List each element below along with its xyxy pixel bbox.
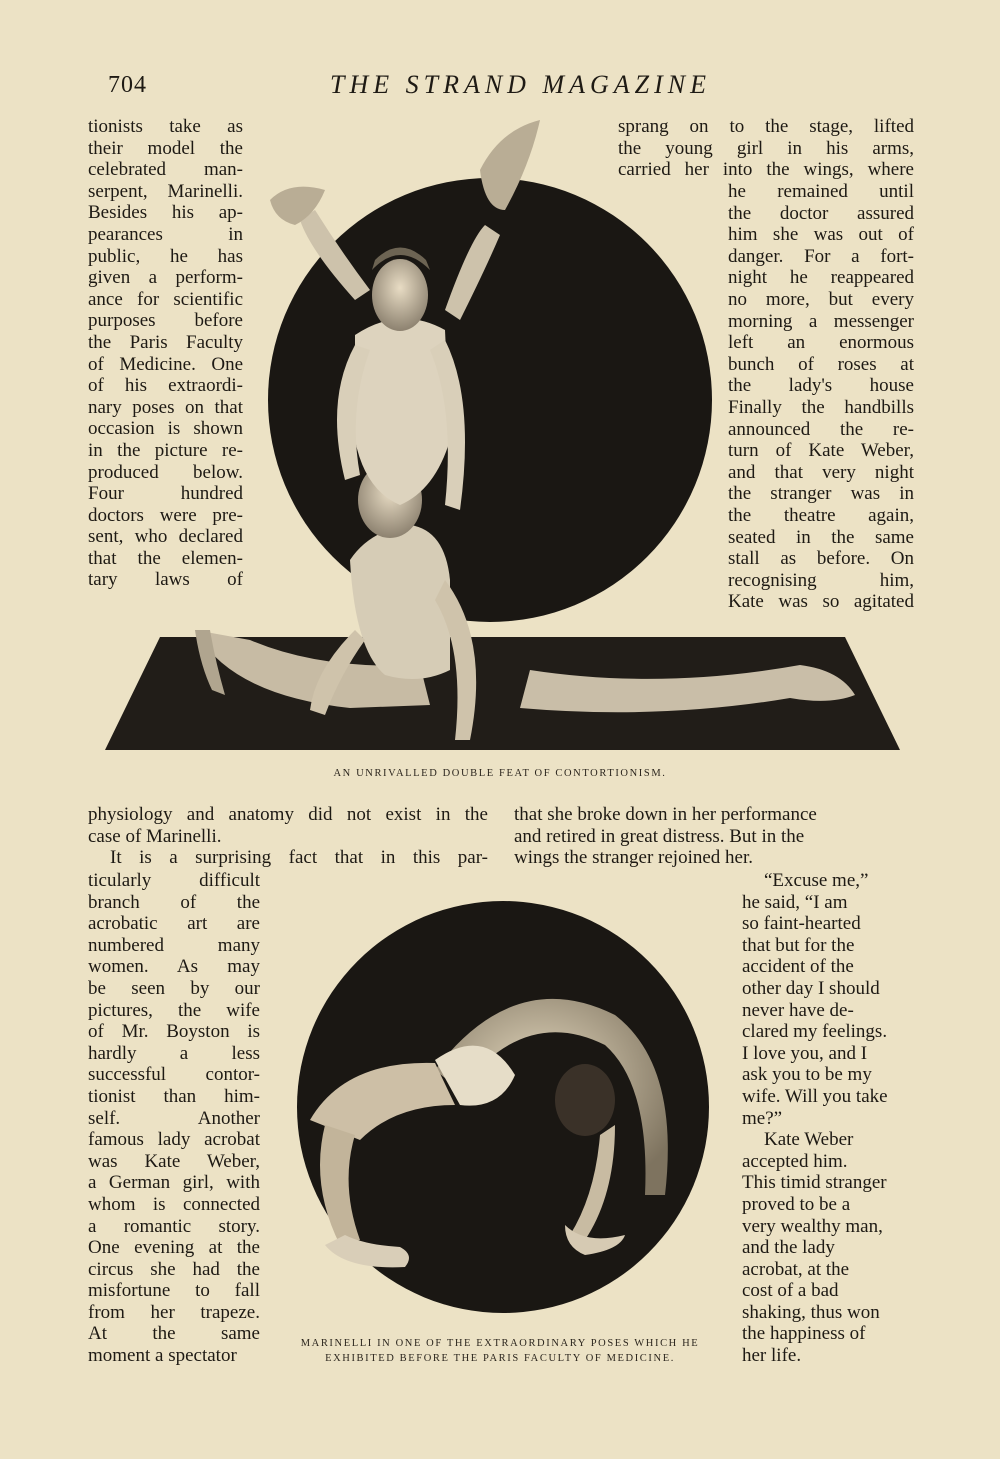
upper-right-text-line: the lady's house xyxy=(728,375,914,397)
upper-left-text-line: purposes before xyxy=(88,310,243,332)
upper-left-text-line: given a perform- xyxy=(88,267,243,289)
upper-right-text-line: the theatre again, xyxy=(728,504,914,526)
lower-left-wide-text-line: physiology and anatomy did not exist in the xyxy=(88,804,488,825)
lower-right-wide-lines xyxy=(514,804,916,869)
upper-right-text-line: stall as before. On xyxy=(728,548,914,570)
lower-left-wide-text-line: case of Marinelli. xyxy=(88,825,222,847)
upper-left-text-line: occasion is shown xyxy=(88,418,243,440)
figure-caption-2 xyxy=(270,1336,730,1366)
upper-left-text-line: serpent, Marinelli. xyxy=(88,180,243,202)
lower-left-text-line: numbered many xyxy=(88,934,260,956)
lower-left-text-line: successful contor- xyxy=(88,1064,260,1086)
lower-left-text-line: from her trapeze. xyxy=(88,1301,260,1323)
upper-left-text-line: sent, who declared xyxy=(88,526,243,548)
upper-left-text-line: public, he has xyxy=(88,245,243,267)
page-number: 704 xyxy=(108,72,147,98)
lower-left-text-line: moment a spectator xyxy=(88,1345,237,1367)
upper-left-column xyxy=(88,116,243,591)
lower-left-column xyxy=(88,870,260,1367)
upper-left-text-line: doctors were pre- xyxy=(88,504,243,526)
lower-left-text-line: hardly a less xyxy=(88,1042,260,1064)
upper-left-text-line: Besides his ap- xyxy=(88,202,243,224)
upper-left-text-line: celebrated man- xyxy=(88,159,243,181)
lower-right-text-line: clared my feelings. xyxy=(742,1021,888,1043)
upper-left-text-line: Four hundred xyxy=(88,483,243,505)
lower-right-text-line: ask you to be my xyxy=(742,1064,872,1086)
lower-right-text-line: he said, “I am xyxy=(742,891,848,913)
upper-right-text-line: the doctor assured xyxy=(728,202,914,224)
upper-left-text-line: pearances in xyxy=(88,223,243,245)
upper-left-text-line: tary laws of xyxy=(88,569,243,591)
upper-right-text-line: turn of Kate Weber, xyxy=(728,440,914,462)
lower-left-text-line: whom is connected xyxy=(88,1193,260,1215)
upper-left-text-line: in the picture re- xyxy=(88,439,243,461)
lower-right-column xyxy=(742,870,916,1367)
lower-left-text-line: ticularly difficult xyxy=(88,870,260,891)
upper-right-text-line: him she was out of xyxy=(728,224,914,246)
lower-right-wide-text-line: wings the stranger rejoined her. xyxy=(514,847,754,869)
upper-right-text-line: he remained until xyxy=(728,181,914,202)
upper-right-top-text-line: carried her into the wings, where xyxy=(618,159,914,181)
lower-right-text-line: accident of the xyxy=(742,956,854,978)
upper-right-text-line: seated in the same xyxy=(728,526,914,548)
upper-left-text-line: ance for scientific xyxy=(88,288,243,310)
lower-left-text-line: acrobatic art are xyxy=(88,913,260,935)
lower-right-text-line: her life. xyxy=(742,1345,802,1367)
upper-left-text-line: produced below. xyxy=(88,461,243,483)
lower-right-wide-text-line: that she broke down in her performance xyxy=(514,804,817,825)
lower-right-text-line: and the lady xyxy=(742,1237,835,1259)
upper-right-text-line: and that very night xyxy=(728,461,914,483)
upper-right-text-line: announced the re- xyxy=(728,418,914,440)
lower-left-text-line: At the same xyxy=(88,1323,260,1345)
upper-right-top-text-line: sprang on to the stage, lifted xyxy=(618,116,914,137)
upper-right-top-text-line: the young girl in his arms, xyxy=(618,137,914,159)
lower-right-text-line: very wealthy man, xyxy=(742,1215,883,1237)
upper-right-text-line: left an enormous xyxy=(728,332,914,354)
lower-left-text-line: women. As may xyxy=(88,956,260,978)
upper-right-top-lines xyxy=(618,116,914,181)
lower-left-wide-text-line: It is a surprising fact that in this par- xyxy=(110,847,488,869)
lower-right-text-line: shaking, thus won xyxy=(742,1301,880,1323)
lower-left-text-line: be seen by our xyxy=(88,977,260,999)
lower-left-text-line: was Kate Weber, xyxy=(88,1150,260,1172)
figure-caption-2-line-1: MARINELLI IN ONE OF THE EXTRAORDINARY POSES WHICH HE xyxy=(300,1338,700,1349)
lower-left-text-line: pictures, the wife xyxy=(88,999,260,1021)
upper-right-text-line: recognising him, xyxy=(728,569,914,591)
upper-right-column xyxy=(728,181,914,613)
upper-right-text-line: Finally the handbills xyxy=(728,396,914,418)
running-head: THE STRAND MAGAZINE xyxy=(330,70,711,99)
lower-right-text-line: acrobat, at the xyxy=(742,1258,850,1280)
lower-left-text-line: a German girl, with xyxy=(88,1172,260,1194)
upper-right-text-line: night he reappeared xyxy=(728,267,914,289)
upper-right-text-line: danger. For a fort- xyxy=(728,245,914,267)
upper-left-text-line: that the elemen- xyxy=(88,547,243,569)
upper-left-text-line: nary poses on that xyxy=(88,396,243,418)
upper-right-text-line: morning a messenger xyxy=(728,310,914,332)
lower-right-text-line: other day I should xyxy=(742,977,880,999)
lower-right-text-line: accepted him. xyxy=(742,1150,848,1172)
lower-left-text-line: a romantic story. xyxy=(88,1215,260,1237)
lower-right-text-line: so faint-hearted xyxy=(742,913,861,935)
lower-left-wide-lines xyxy=(88,804,488,869)
lower-right-text-line: “Excuse me,” xyxy=(764,870,869,891)
lower-left-text-line: self. Another xyxy=(88,1107,260,1129)
upper-left-text-line: of Medicine. One xyxy=(88,353,243,375)
upper-left-text-line: of his extraordi- xyxy=(88,375,243,397)
lower-right-text-line: This timid stranger xyxy=(742,1172,887,1194)
lower-left-text-line: misfortune to fall xyxy=(88,1280,260,1302)
lower-left-text-line: circus she had the xyxy=(88,1258,260,1280)
lower-left-text-line: branch of the xyxy=(88,891,260,913)
lower-right-text-line: the happiness of xyxy=(742,1323,866,1345)
lower-left-text-line: tionist than him- xyxy=(88,1085,260,1107)
lower-right-text-line: cost of a bad xyxy=(742,1280,839,1302)
upper-right-text-line: the stranger was in xyxy=(728,483,914,505)
upper-right-text-line: bunch of roses at xyxy=(728,353,914,375)
lower-right-text-line: me?” xyxy=(742,1107,783,1129)
lower-right-text-line: never have de- xyxy=(742,999,854,1021)
upper-left-text-line: the Paris Faculty xyxy=(88,331,243,353)
lower-right-text-line: wife. Will you take xyxy=(742,1085,888,1107)
lower-right-text-line: Kate Weber xyxy=(764,1129,854,1151)
lower-right-wide-text-line: and retired in great distress. But in the xyxy=(514,825,805,847)
figure-caption-2-line-2: EXHIBITED BEFORE THE PARIS FACULTY OF MEDICINE. xyxy=(325,1353,675,1364)
lower-right-text-line: I love you, and I xyxy=(742,1042,868,1064)
upper-left-text-line: tionists take as xyxy=(88,116,243,137)
lower-left-text-line: One evening at the xyxy=(88,1237,260,1259)
lower-left-text-line: of Mr. Boyston is xyxy=(88,1021,260,1043)
figure-caption-1: AN UNRIVALLED DOUBLE FEAT OF CONTORTIONISM. xyxy=(333,768,667,779)
upper-right-text-line: Kate was so agitated xyxy=(728,591,914,613)
upper-left-text-line: their model the xyxy=(88,137,243,159)
lower-right-text-line: that but for the xyxy=(742,934,855,956)
lower-left-text-line: famous lady acrobat xyxy=(88,1129,260,1151)
photo-marinelli-pose xyxy=(285,895,725,1325)
lower-right-text-line: proved to be a xyxy=(742,1193,851,1215)
upper-right-text-line: no more, but every xyxy=(728,288,914,310)
